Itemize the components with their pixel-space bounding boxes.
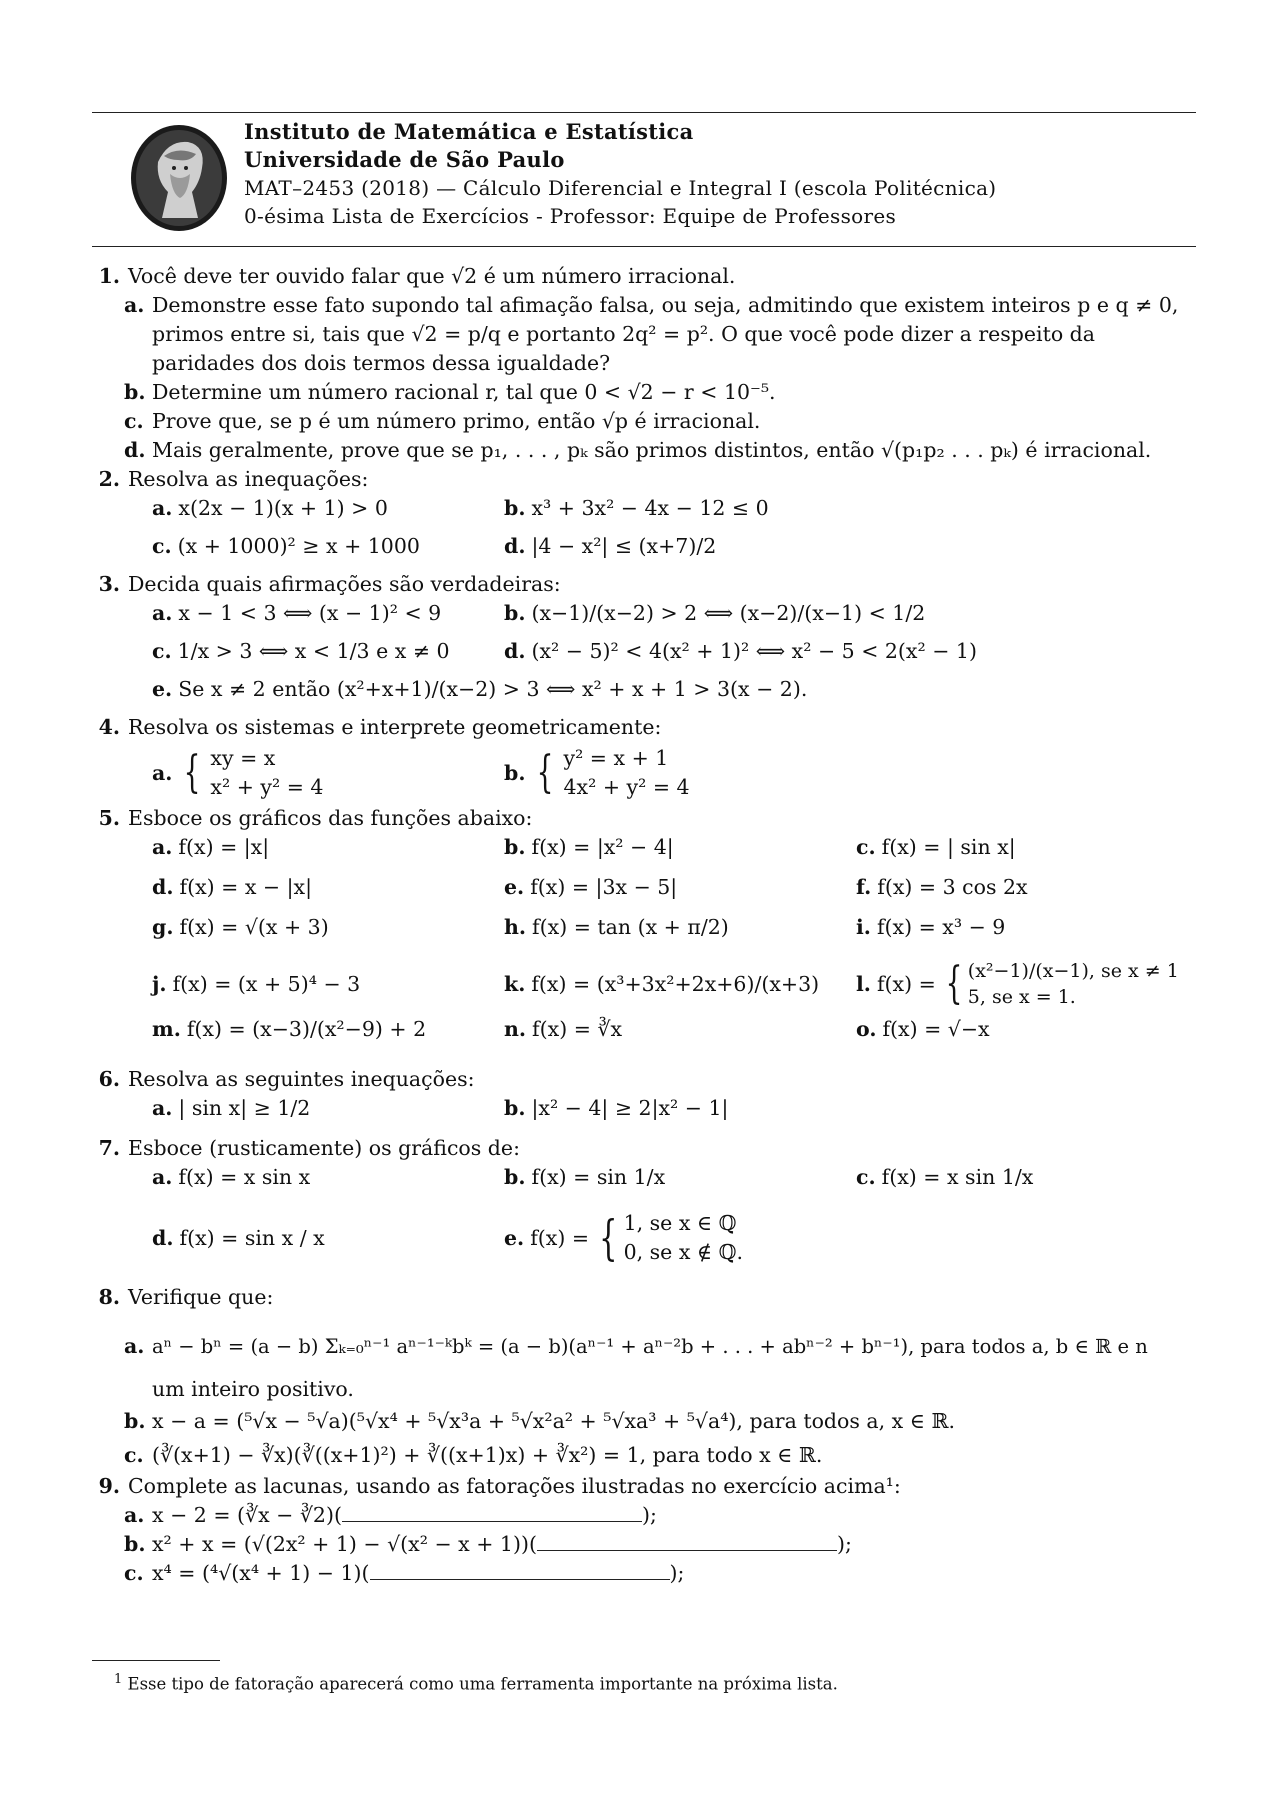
brace-icon: { (184, 747, 201, 798)
item-7d: f(x) = sin x / x (179, 1225, 325, 1250)
exercise-8: 8. Verifique que: a. aⁿ − bⁿ = (a − b) Σₖ₌₀ⁿ⁻¹ aⁿ⁻¹⁻ᵏbᵏ = (a − b)(aⁿ⁻¹ + aⁿ⁻²b + . . . + abⁿ⁻² + bⁿ⁻¹), para todos a, b ∈ ℝ e n um inteiro positivo. b. x − a = (⁵√x − ⁵√a)(⁵√x⁴ + ⁵√x³a + ⁵√x²a² + ⁵√xa³ + ⁵√a⁴), para todos a, x ∈ ℝ. c. (∛(x+1) − ∛x)(∛((x+1)²) + ∛((x+1)x) + ∛x²) = 1, para todo x ∈ ℝ. (92, 1283, 1202, 1472)
item-5k: f(x) = (x³+3x²+2x+6)/(x+3) (531, 971, 820, 996)
answer-blank[interactable] (537, 1530, 837, 1551)
exercise-1: 1. Você deve ter ouvido falar que √2 é um número irracional. a. Demonstre esse fato supondo tal afimação falsa, ou seja, admitindo que existem inteiros p e q ≠ 0, primos entre si, tais que √2 = p/q e portanto 2q² = p². O que você pode dizer a respeito da paridades dos dois termos dessa igualdade? b. Determine um número racional r, tal que 0 < √2 − r < 10⁻⁵. c. Prove que, se p é um número primo, então √p é irracional. d. Mais geralmente, prove que se p₁, . . . , pₖ são primos distintos, então √(p₁p₂ . . . pₖ) é irracional. (92, 262, 1202, 465)
item-1c: Prove que, se p é um número primo, então √p é irracional. (152, 409, 761, 433)
exercise-number: 8. (98, 1285, 120, 1309)
exercise-5: 5. Esboce os gráficos das funções abaixo: a. f(x) = |x| b. f(x) = |x² − 4| c. f(x) = | sin x| d. f(x) = x − |x| e. f(x) = |3x − 5| f. f(x) = 3 cos 2x g. f(x) = √(x + 3) h. f(x) = tan (x + π/2) i. f(x) = x³ − 9 j. f(x) = (x + 5)⁴ − 3 k. f(x) = (x³+3x²+2x+6)/(x+3) l. f(x) = { (x²−1)/(x−1), se x ≠ 1 5, se x = 1. m. f(x) = (x−3)/(x²−9) + 2 n. f(x) = ∛x o. f(x) = √−x (92, 804, 1202, 1065)
item-2b: x³ + 3x² − 4x − 12 ≤ 0 (531, 496, 769, 520)
list-title: 0-ésima Lista de Exercícios - Professor: Equipe de Professores (244, 204, 897, 228)
brace-icon: { (537, 747, 554, 798)
exercise-text: Esboce (rusticamente) os gráficos de: (128, 1136, 520, 1160)
system-4a-eq1: xy = x (210, 746, 276, 770)
exercise-text: Resolva as seguintes inequações: (128, 1067, 475, 1091)
item-6b: |x² − 4| ≥ 2|x² − 1| (531, 1096, 729, 1120)
university-seal-icon (128, 122, 230, 234)
item-7e-case1: 1, se x ∈ ℚ (623, 1211, 737, 1235)
header-bottom-rule (92, 246, 1196, 247)
footnote (114, 1672, 838, 1694)
exercise-text: Resolva os sistemas e interprete geometricamente: (128, 715, 662, 739)
item-2c: (x + 1000)² ≥ x + 1000 (177, 534, 420, 558)
item-7e-case2: 0, se x ∉ ℚ. (623, 1240, 743, 1264)
exercise-text: Resolva as inequações: (128, 467, 369, 491)
footnote-rule (92, 1660, 220, 1661)
item-5n: f(x) = ∛x (532, 1017, 623, 1041)
item-2a: x(2x − 1)(x + 1) > 0 (178, 496, 388, 520)
item-5g: f(x) = √(x + 3) (179, 915, 329, 939)
system-4a-eq2: x² + y² = 4 (210, 775, 324, 799)
item-5a: f(x) = |x| (178, 835, 270, 859)
exercise-number: 2. (98, 467, 120, 491)
item-8a-cont: um inteiro positivo. (152, 1377, 354, 1401)
exercise-number: 7. (98, 1136, 120, 1160)
footnote-mark: 1 (114, 1672, 123, 1687)
item-5b: f(x) = |x² − 4| (531, 835, 674, 859)
item-9a: x − 2 = (∛x − ∛2)( (152, 1503, 342, 1527)
exercise-4: 4. Resolva os sistemas e interprete geometricamente: a. { xy = x x² + y² = 4 b. { y² = x + 1 4x² + y² = 4 (92, 713, 1202, 804)
item-3c: 1/x > 3 ⟺ x < 1/3 e x ≠ 0 (177, 639, 450, 663)
exercise-9: 9. Complete as lacunas, usando as fatorações ilustradas no exercício acima¹: a. x − 2 = (∛x − ∛2)( ); b. x² + x = (√(2x² + 1) − √(x² − x + 1))( ); c. x⁴ = (⁴√(x⁴ + 1) − 1)( ); (92, 1472, 1202, 1588)
item-5m: f(x) = (x−3)/(x²−9) + 2 (186, 1017, 427, 1041)
item-8a: aⁿ − bⁿ = (a − b) Σₖ₌₀ⁿ⁻¹ aⁿ⁻¹⁻ᵏbᵏ = (a − b)(aⁿ⁻¹ + aⁿ⁻²b + . . . + abⁿ⁻² + bⁿ⁻¹), para todos a, b ∈ ℝ e n (152, 1335, 1148, 1358)
exercise-text: Esboce os gráficos das funções abaixo: (128, 806, 533, 830)
item-8c: (∛(x+1) − ∛x)(∛((x+1)²) + ∛((x+1)x) + ∛x²) = 1, para todo x ∈ ℝ. (152, 1443, 823, 1467)
item-5o: f(x) = √−x (882, 1017, 990, 1041)
item-5h: f(x) = tan (x + π/2) (532, 915, 729, 939)
item-1d: Mais geralmente, prove que se p₁, . . . , pₖ são primos distintos, então √(p₁p₂ . . . pₖ) é irracional. (152, 438, 1152, 462)
item-1b: Determine um número racional r, tal que 0 < √2 − r < 10⁻⁵. (152, 380, 776, 404)
university-name: Universidade de São Paulo (244, 147, 565, 172)
item-2d: |4 − x²| ≤ (x+7)/2 (531, 534, 717, 558)
item-3e: Se x ≠ 2 então (x²+x+1)/(x−2) > 3 ⟺ x² + x + 1 > 3(x − 2). (178, 677, 808, 701)
item-6a: | sin x| ≥ 1/2 (178, 1096, 311, 1120)
exercise-number: 4. (98, 715, 120, 739)
footnote-text: Esse tipo de fatoração aparecerá como uma ferramenta importante na próxima lista. (127, 1674, 838, 1694)
item-3d: (x² − 5)² < 4(x² + 1)² ⟺ x² − 5 < 2(x² − 1) (531, 639, 977, 663)
item-5c: f(x) = | sin x| (881, 835, 1016, 859)
exercise-text: Verifique que: (128, 1285, 274, 1309)
header (128, 118, 1198, 244)
exercise-number: 1. (98, 264, 120, 288)
exercise-3: 3. Decida quais afirmações são verdadeiras: a. x − 1 < 3 ⟺ (x − 1)² < 9 b. (x−1)/(x−2) > 2 ⟺ (x−2)/(x−1) < 1/2 c. 1/x > 3 ⟺ x < 1/3 e x ≠ 0 d. (x² − 5)² < 4(x² + 1)² ⟺ x² − 5 < 2(x² − 1) e. Se x ≠ 2 então (x²+x+1)/(x−2) > 3 ⟺ x² + x + 1 > 3(x − 2). (92, 570, 1202, 713)
item-5l-case2: 5, se x = 1. (967, 986, 1076, 1008)
item-8b: x − a = (⁵√x − ⁵√a)(⁵√x⁴ + ⁵√x³a + ⁵√x²a² + ⁵√xa³ + ⁵√a⁴), para todos a, x ∈ ℝ. (152, 1409, 956, 1433)
exercise-text: Complete as lacunas, usando as fatorações ilustradas no exercício acima¹: (128, 1474, 901, 1498)
item-5i: f(x) = x³ − 9 (876, 915, 1006, 939)
exercises (92, 262, 1202, 1588)
item-5l-case1: (x²−1)/(x−1), se x ≠ 1 (967, 960, 1179, 982)
exercise-text: Você deve ter ouvido falar que √2 é um número irracional. (128, 264, 736, 288)
exercise-7: 7. Esboce (rusticamente) os gráficos de: a. f(x) = x sin x b. f(x) = sin 1/x c. f(x) = x sin 1/x d. f(x) = sin x / x e. f(x) = { 1, se x ∈ ℚ 0, se x ∉ ℚ. (92, 1134, 1202, 1283)
answer-blank[interactable] (370, 1559, 670, 1580)
brace-icon: { (599, 1210, 618, 1266)
system-4b-eq2: 4x² + y² = 4 (563, 775, 690, 799)
item-9c: x⁴ = (⁴√(x⁴ + 1) − 1)( (152, 1561, 370, 1585)
item-7b: f(x) = sin 1/x (531, 1165, 666, 1189)
exercise-number: 5. (98, 806, 120, 830)
item-7c: f(x) = x sin 1/x (881, 1165, 1034, 1189)
item-3a: x − 1 < 3 ⟺ (x − 1)² < 9 (178, 601, 442, 625)
item-3b: (x−1)/(x−2) > 2 ⟺ (x−2)/(x−1) < 1/2 (531, 601, 926, 625)
top-rule (92, 112, 1196, 113)
exercise-number: 6. (98, 1067, 120, 1091)
exercise-number: 3. (98, 572, 120, 596)
item-5j: f(x) = (x + 5)⁴ − 3 (172, 971, 361, 996)
institute-name: Instituto de Matemática e Estatística (244, 119, 694, 144)
brace-icon: { (945, 958, 963, 1009)
system-4b-eq1: y² = x + 1 (563, 746, 669, 770)
exercise-number: 9. (98, 1474, 120, 1498)
item-5f: f(x) = 3 cos 2x (877, 875, 1028, 899)
answer-blank[interactable] (342, 1501, 642, 1522)
item-1a: Demonstre esse fato supondo tal afimação falsa, ou seja, admitindo que existem inteiros p e q ≠ 0, primos entre si, tais que √2 = p/q e portanto 2q² = p². O que você pode dizer a respeito da paridades dos dois termos dessa igualdade? (152, 293, 1179, 375)
item-5e: f(x) = |3x − 5| (530, 875, 678, 899)
item-5d: f(x) = x − |x| (179, 875, 312, 899)
item-7a: f(x) = x sin x (178, 1165, 311, 1189)
exercise-text: Decida quais afirmações são verdadeiras: (128, 572, 561, 596)
item-9b: x² + x = (√(2x² + 1) − √(x² − x + 1))( (152, 1532, 537, 1556)
course-title: MAT–2453 (2018) — Cálculo Diferencial e Integral I (escola Politécnica) (244, 176, 997, 200)
exercise-2: 2. Resolva as inequações: a. x(2x − 1)(x + 1) > 0 b. x³ + 3x² − 4x − 12 ≤ 0 c. (x + 1000)² ≥ x + 1000 d. |4 − x²| ≤ (x+7)/2 (92, 465, 1202, 570)
exercise-6: 6. Resolva as seguintes inequações: a. | sin x| ≥ 1/2 b. |x² − 4| ≥ 2|x² − 1| (92, 1065, 1202, 1134)
